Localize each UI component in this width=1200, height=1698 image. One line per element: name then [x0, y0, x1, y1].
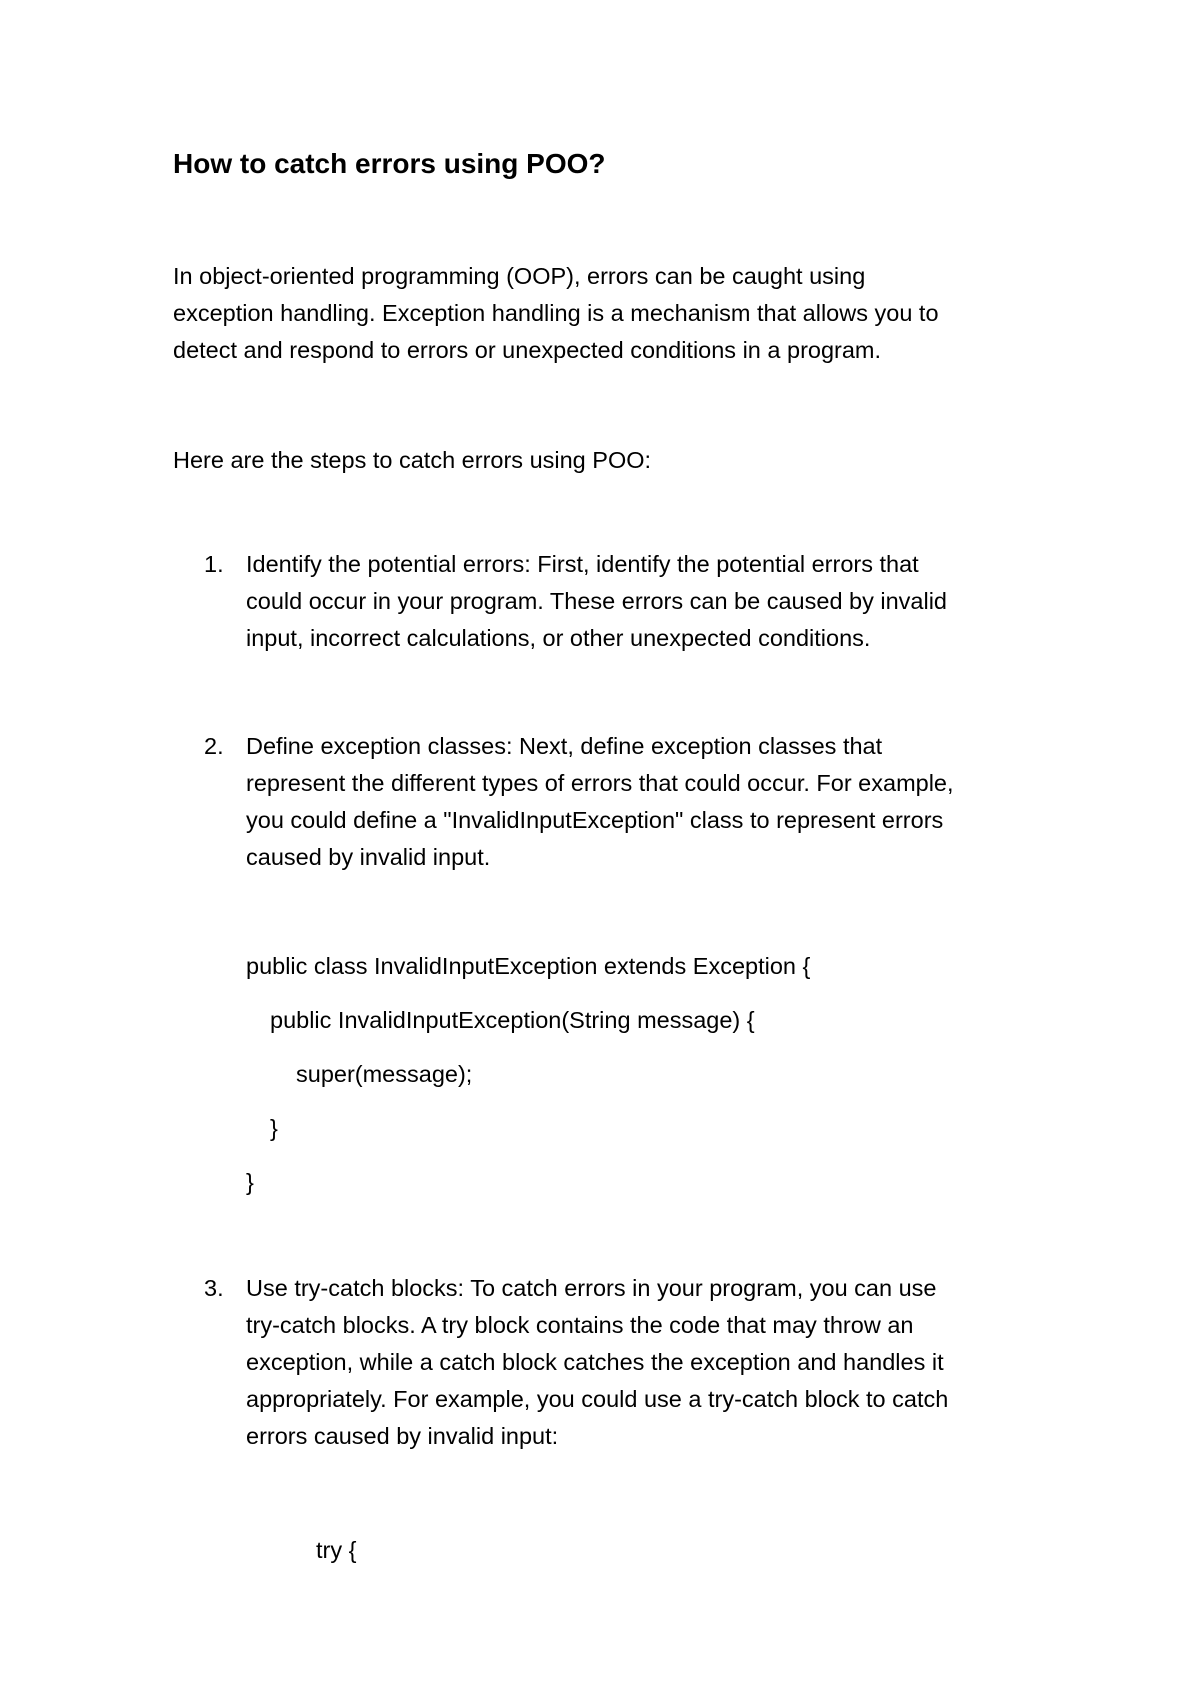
list-line: Identify the potential errors: First, identify the potential errors that — [246, 551, 919, 577]
steps-intro-text: Here are the steps to catch errors using POO: — [173, 447, 652, 473]
list-line: try-catch blocks. A try block contains the code that may throw an — [246, 1312, 914, 1338]
code-line: } — [246, 1169, 254, 1195]
list-line: could occur in your program. These errors can be caused by invalid — [246, 588, 948, 614]
code-line: super(message); — [296, 1061, 473, 1087]
code-line: public class InvalidInputException extends Exception { — [246, 953, 811, 979]
code-line: } — [270, 1115, 278, 1141]
code-line: public InvalidInputException(String message) { — [270, 1007, 755, 1033]
list-line: Define exception classes: Next, define exception classes that — [246, 733, 883, 759]
list-line: Use try-catch blocks: To catch errors in your program, you can use — [246, 1275, 937, 1301]
list-line: caused by invalid input. — [246, 844, 491, 870]
page-title: How to catch errors using POO? — [173, 148, 606, 179]
list-number: 1. — [204, 551, 224, 577]
intro-line: exception handling. Exception handling is a mechanism that allows you to — [173, 300, 939, 326]
list-item-text — [246, 546, 1066, 657]
list-line: exception, while a catch block catches the exception and handles it — [246, 1349, 944, 1375]
intro-line: detect and respond to errors or unexpected conditions in a program. — [173, 337, 882, 363]
list-line: you could define a "InvalidInputException" class to represent errors — [246, 807, 944, 833]
intro-line: In object-oriented programming (OOP), errors can be caught using — [173, 263, 866, 289]
list-item-text — [246, 1270, 1066, 1455]
intro-paragraph — [173, 258, 1053, 369]
steps-intro — [173, 442, 1053, 479]
list-line: errors caused by invalid input: — [246, 1423, 559, 1449]
list-line: input, incorrect calculations, or other unexpected conditions. — [246, 625, 871, 651]
code-line: try { — [316, 1537, 357, 1563]
list-line: represent the different types of errors that could occur. For example, — [246, 770, 954, 796]
list-item-text — [246, 728, 1066, 876]
list-number: 2. — [204, 733, 224, 759]
list-number: 3. — [204, 1275, 224, 1301]
list-line: appropriately. For example, you could use a try-catch block to catch — [246, 1386, 949, 1412]
